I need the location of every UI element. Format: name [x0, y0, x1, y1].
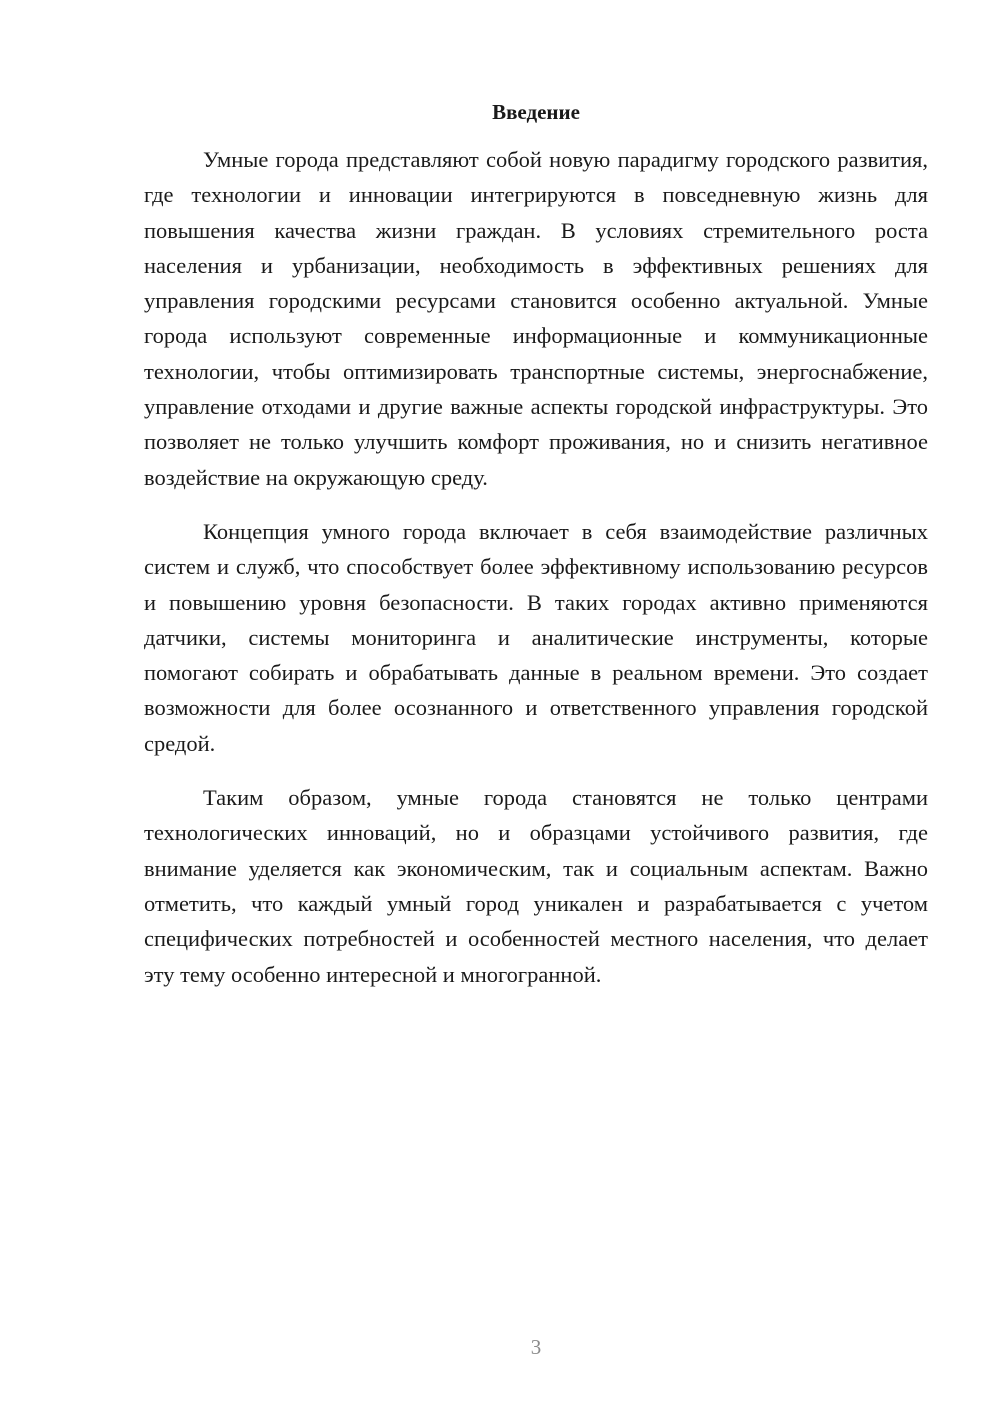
paragraph-3: Таким образом, умные города становятся не только центрами технологических инноваций, но и образцами устойчивого развития, где внимание уделяется как экономическим, так и социальным аспектам. Важно отметить, что каждый умный город уникален и разрабатывается с учетом специфических потребностей и особенностей местного населения, что делает эту тему особенно интересной и многогранной.	[144, 785, 928, 987]
body-text	[144, 142, 928, 992]
paragraph-2: Концепция умного города включает в себя взаимодействие различных систем и служб, что способствует более эффективному использованию ресурсов и повышению уровня безопасности. В таких городах активно применяются датчики, системы мониторинга и аналитические инструменты, которые помогают собирать и обрабатывать данные в реальном времени. Это создает возможности для более осознанного и ответственного управления городской средой.	[144, 518, 928, 756]
page-number: 3	[530, 1335, 542, 1359]
paragraph-1: Умные города представляют собой новую парадигму городского развития, где технологии и инновации интегрируются в повседневную жизнь для повышения качества жизни граждан. В условиях стремительного роста населения и урбанизации, необходимость в эффективных решениях для управления городскими ресурсами становится особенно актуальной. Умные города используют современные информационные и коммуникационные технологии, чтобы оптимизировать транспортные системы, энергоснабжение, управление отходами и другие важные аспекты городской инфраструктуры. Это позволяет не только улучшить комфорт проживания, но и снизить негативное воздействие на окружающую среду.	[144, 147, 928, 490]
section-title: Введение	[492, 100, 580, 124]
